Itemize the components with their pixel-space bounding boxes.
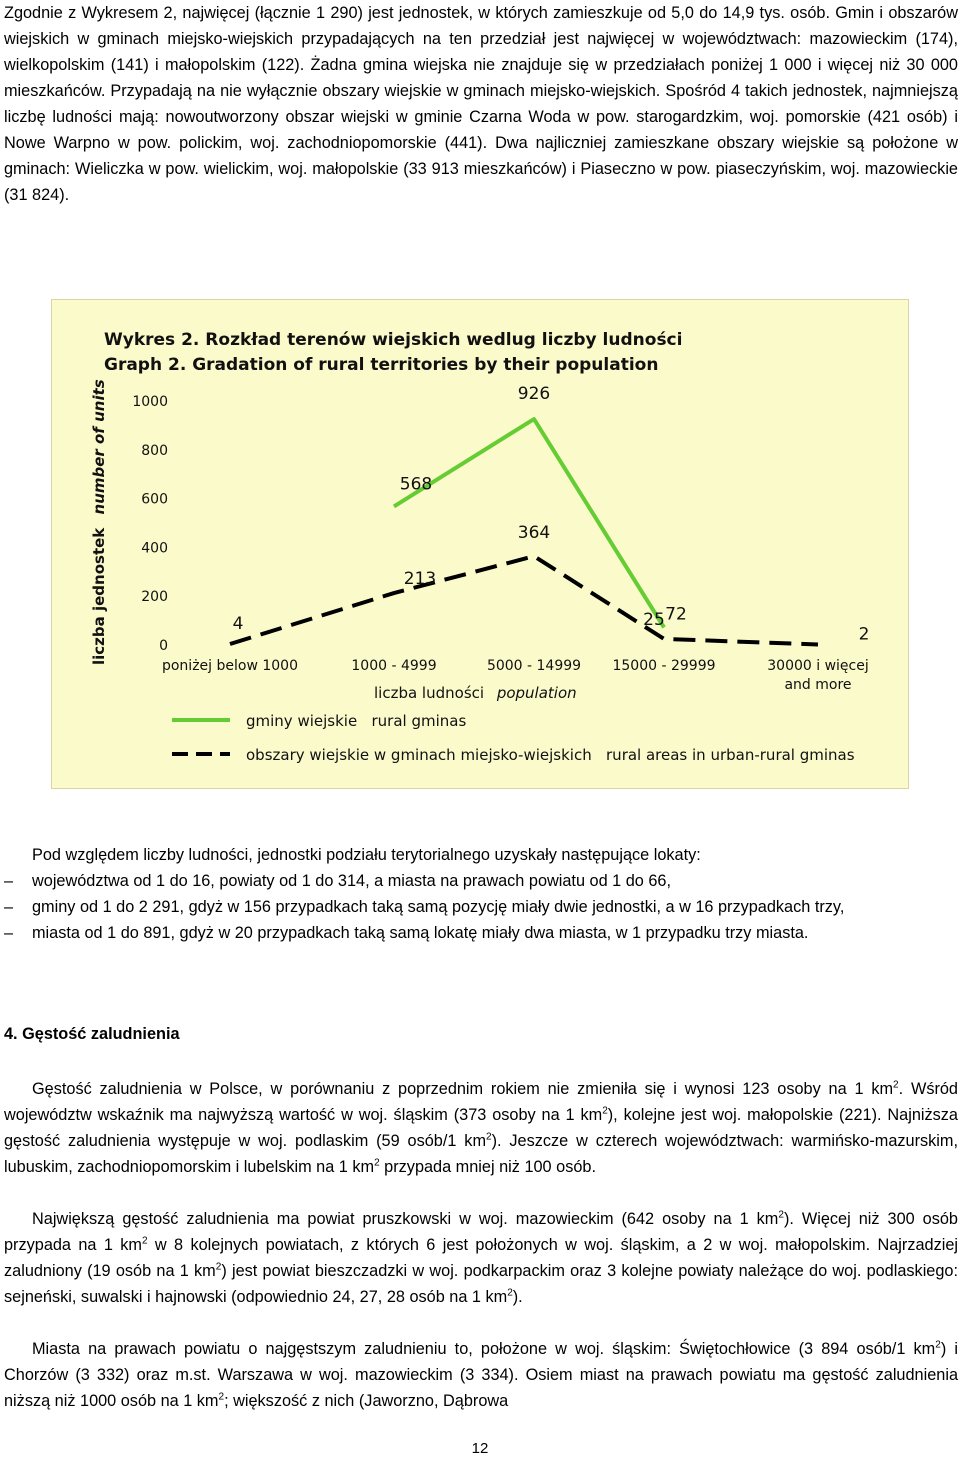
- y-tick-label: 0: [159, 638, 168, 654]
- data-label: 364: [517, 523, 551, 544]
- y-tick-label: 600: [141, 491, 168, 508]
- density-paragraph-2: Największą gęstość zaludnienia ma powiat pruszkowski w woj. mazowieckim (642 osoby na 1 $km^2$). Więcej niż 300 osób przypada na 1 $km^2$ w 8 kolejnych powiatach, z których 6 jest położonych w woj. śląskim, a 2 w woj. małopolskim. Najrzadziej zaludniony (19 osób na 1 $km^2$) jest powiat bieszczadzki w woj. podkarpackim oraz 3 kolejne powiaty należące do woj. podlaskiego: sejneński, suwalski i hajnowski (odpowiednio 24, 27, 28 osób na 1 $km^2$).: [4, 1209, 958, 1306]
- data-label: 72: [665, 604, 687, 625]
- series-line-1: [230, 556, 818, 644]
- ranking-item: [4, 920, 958, 946]
- x-category-label: 5000 - 14999: [486, 658, 582, 674]
- chart-svg: [52, 300, 908, 788]
- ranking-item: [4, 894, 958, 920]
- x-axis-label-en: population: [496, 684, 577, 702]
- data-label: 2: [858, 624, 870, 645]
- legend-label-rural-gminas: gminy wiejskie rural gminas: [246, 712, 467, 730]
- page-number: 12: [471, 1440, 489, 1457]
- density-paragraph-3: Miasta na prawach powiatu o najgęstszym zaludnieniu to, położone w woj. śląskim: Świętochłowice (3 894 osób/1 $km^2$) i Chorzów (3 332) oraz m.st. Warszawa w woj. mazowieckim (3 334). Osiem miast na prawach powiatu ma gęstość zaludnienia niższą niż 1000 osób na 1 $km^2$; większość z nich (Jaworzno, Dąbrowa: [4, 1339, 958, 1410]
- data-label: 25: [643, 609, 665, 630]
- x-category-label: 1000 - 4999: [351, 658, 437, 674]
- ranking-item: [4, 868, 958, 894]
- density-paragraph-1: Gęstość zaludnienia w Polsce, w porównaniu z poprzednim rokiem nie zmieniła się i wynosi 123 osoby na 1 $km^2$. Wśród województw wskaźnik ma najwyższą wartość w woj. śląskim (373 osoby na 1 $km^2$), kolejne jest woj. małopolskie (221). Najniższa gęstość zaludnienia występuje w woj. podlaskim (59 osób/1 $km^2$). Jeszcze w czterech województwach: warmińsko-mazurskim, lubuskim, zachodniopomorskim i lubelskim na 1 $km^2$ przypada mniej niż 100 osób.: [4, 1079, 958, 1176]
- x-axis-label-pl: liczba ludności: [374, 684, 485, 702]
- x-axis-label: [374, 684, 577, 702]
- data-label: 213: [403, 569, 437, 590]
- y-tick-label: 200: [141, 589, 168, 606]
- bullet-dash: –: [4, 924, 14, 942]
- ranking-item-text: miasta od 1 do 891, gdyż w 20 przypadkach taką samą lokatę miały dwa miasta, w 1 przypadku trzy miasta.: [32, 924, 809, 942]
- y-axis-label-en: number of units: [90, 379, 108, 515]
- y-axis-label-pl: liczba jednostek: [90, 527, 108, 665]
- data-label: 926: [517, 384, 551, 405]
- y-tick-label: 800: [141, 442, 168, 459]
- x-category-label: 30000 i więcej and more: [767, 658, 869, 693]
- data-label: 568: [399, 474, 433, 495]
- data-label: 4: [232, 614, 244, 635]
- y-axis-label: [90, 379, 108, 665]
- section-heading: 4. Gęstość zaludnienia: [4, 1025, 180, 1043]
- bullet-dash: –: [4, 898, 14, 916]
- bullet-dash: –: [4, 872, 14, 890]
- legend-label-rural-areas: obszary wiejskie w gminach miejsko-wiejskich rural areas in urban-rural gminas: [246, 746, 855, 764]
- ranking-item-text: gminy od 1 do 2 291, gdyż w 156 przypadkach taką samą pozycję miały dwie jednostki, a w 16 przypadkach trzy,: [32, 898, 845, 916]
- x-category-label: 15000 - 29999: [612, 658, 716, 674]
- ranking-list: [4, 868, 958, 946]
- chart-graph-2: [51, 299, 909, 789]
- ranking-item-text: województwa od 1 do 16, powiaty od 1 do 314, a miasta na prawach powiatu od 1 do 66,: [32, 872, 672, 890]
- chart-subtitle: Graph 2. Gradation of rural territories by their population: [104, 355, 659, 375]
- y-tick-label: 1000: [132, 394, 168, 410]
- chart-title: Wykres 2. Rozkład terenów wiejskich wedlug liczby ludności: [104, 330, 683, 350]
- intro-paragraph: Zgodnie z Wykresem 2, najwięcej (łącznie 1 290) jest jednostek, w których zamieszkuje od 5,0 do 14,9 tys. osób. Gmin i obszarów wiejskich w gminach miejsko-wiejskich przypadających na ten przedział jest najwięcej w województwach: mazowieckim (174), wielkopolskim (141) i małopolskim (122). Żadna gmina wiejska nie znajduje się w przedziałach poniżej 1 000 i więcej niż 30 000 mieszkańców. Przypadają na nie wyłącznie obszary wiejskie w gminach miejsko-wiejskich. Spośród 4 takich jednostek, najmniejszą liczbę ludności mają: nowoutworzony obszar wiejski w gminie Czarna Woda w pow. starogardzkim, woj. pomorskie (421 osób) i Nowe Warpno w pow. polickim, woj. zachodniopomorskie (441). Dwa najliczniej zamieszkane obszary wiejskie są położone w gminach: Wieliczka w pow. wielickim, woj. małopolskie (33 913 mieszkańców) i Piaseczno w pow. piaseczyńskim, woj. mazowieckie (31 824).: [4, 4, 958, 204]
- x-category-label: poniżej below 1000: [161, 658, 299, 674]
- y-tick-label: 400: [141, 540, 168, 557]
- ranking-intro: Pod względem liczby ludności, jednostki podziału terytorialnego uzyskały następujące lokaty:: [32, 846, 701, 864]
